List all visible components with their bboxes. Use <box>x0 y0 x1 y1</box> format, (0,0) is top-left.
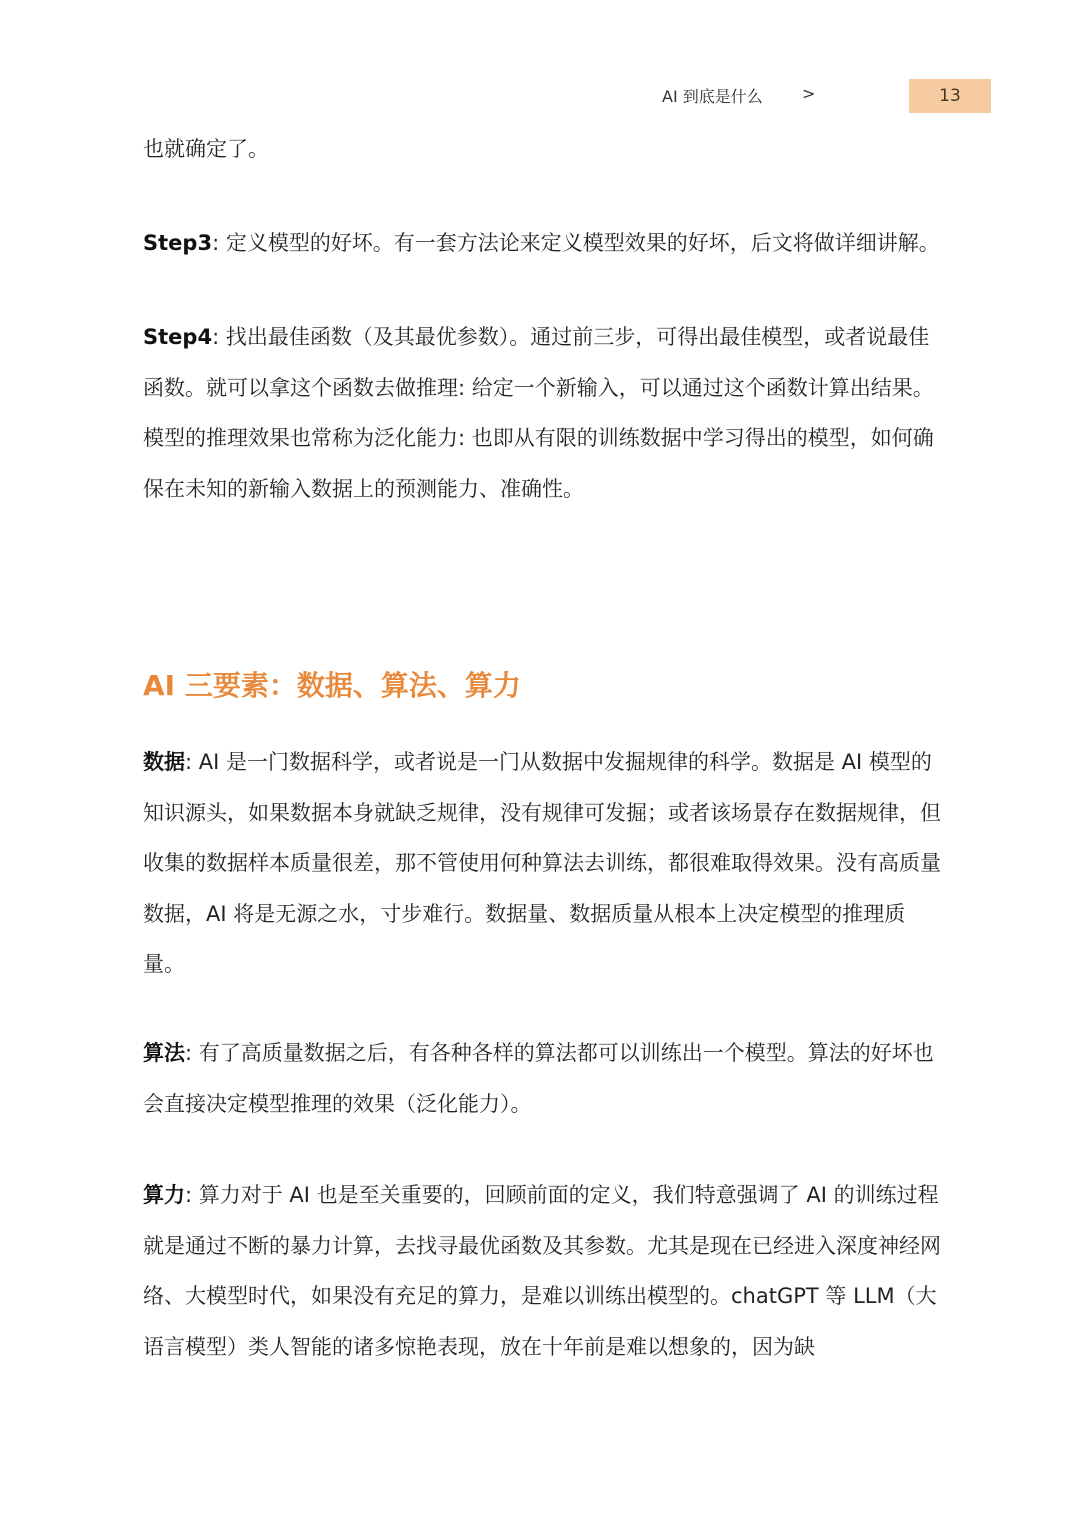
header-title: AI 到底是什么 <box>662 87 763 106</box>
data-text: : AI 是一门数据科学，或者说是一门从数据中发掘规律的科学。数据是 AI 模型的知识源头，如果数据本身就缺乏规律，没有规律可发掘；或者该场景存在数据规律，但收集的数据样本质量很差，那不管使用何种算法去训练，都很难取得效果。没有高质量数据，AI 将是无源之水，寸步难行。数据量、数据质量从根本上决定模型的推理质量。 <box>143 750 941 976</box>
chevron-right-icon: > <box>802 84 816 103</box>
algorithm-paragraph <box>143 1028 943 1129</box>
step3-text: : 定义模型的好坏。有一套方法论来定义模型效果的好坏，后文将做详细讲解。 <box>212 231 940 255</box>
data-paragraph <box>143 737 943 990</box>
page-number-badge: 13 <box>909 79 991 113</box>
compute-label: 算力 <box>143 1183 185 1207</box>
compute-paragraph <box>143 1170 943 1372</box>
step3-label: Step3 <box>143 231 213 255</box>
section-heading: AI 三要素：数据、算法、算力 <box>143 669 521 702</box>
step3-paragraph <box>143 218 943 269</box>
step4-text: : 找出最佳函数（及其最优参数）。通过前三步，可得出最佳模型，或者说最佳函数。就可以拿这个函数去做推理: 给定一个新输入，可以通过这个函数计算出结果。模型的推理效果也常称为泛化能力: 也即从有限的训练数据中学习得出的模型，如何确保在未知的新输入数据上的预测能力、准确性。 <box>143 325 934 501</box>
step4-label: Step4 <box>143 325 213 349</box>
algorithm-label: 算法 <box>143 1041 185 1065</box>
continuation-text: 也就确定了。 <box>143 137 269 161</box>
compute-text: : 算力对于 AI 也是至关重要的，回顾前面的定义，我们特意强调了 AI 的训练过程就是通过不断的暴力计算，去找寻最优函数及其参数。尤其是现在已经进入深度神经网络、大模型时代，如果没有充足的算力，是难以训练出模型的。chatGPT 等 LLM（大语言模型）类人智能的诸多惊艳表现，放在十年前是难以想象的，因为缺 <box>143 1183 941 1359</box>
data-label: 数据 <box>143 750 185 774</box>
step4-paragraph <box>143 312 943 514</box>
algorithm-text: : 有了高质量数据之后，有各种各样的算法都可以训练出一个模型。算法的好坏也会直接决定模型推理的效果（泛化能力）。 <box>143 1041 934 1116</box>
